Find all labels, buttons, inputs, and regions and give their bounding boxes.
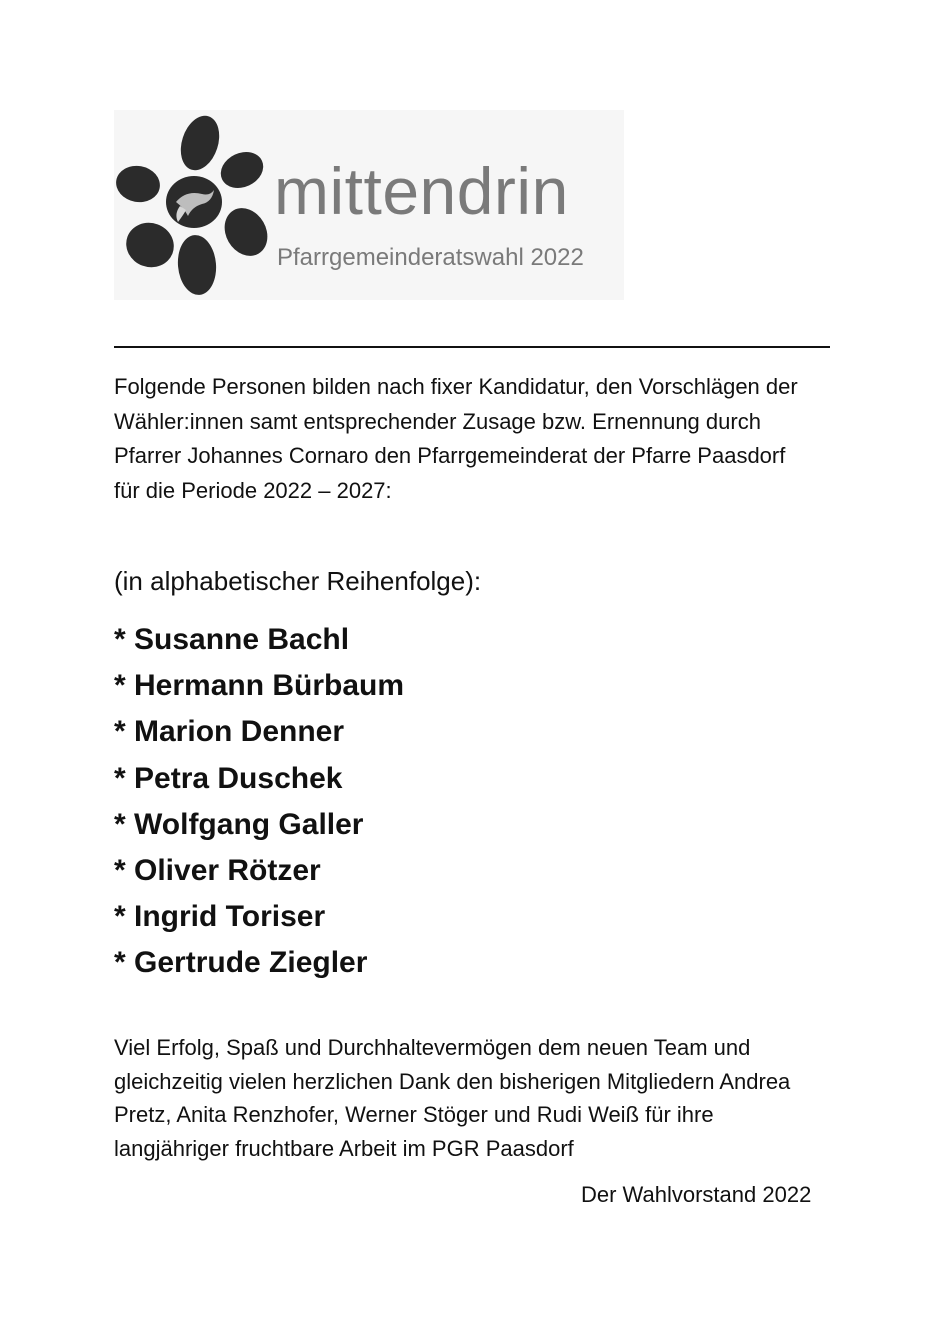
member-item: * Gertrude Ziegler	[114, 946, 368, 980]
intro-paragraph	[114, 370, 849, 508]
thanks-line: Pretz, Anita Renzhofer, Werner Stöger und Rudi Weiß für ihre	[114, 1102, 714, 1127]
thanks-line: Viel Erfolg, Spaß und Durchhaltevermögen dem neuen Team und	[114, 1035, 751, 1060]
intro-line: Wähler:innen samt entsprechender Zusage bzw. Ernennung durch	[114, 408, 761, 434]
member-item: * Marion Denner	[114, 715, 345, 749]
member-item: * Oliver Rötzer	[114, 854, 321, 888]
order-note: (in alphabetischer Reihenfolge):	[114, 566, 482, 596]
member-item: * Wolfgang Galler	[114, 807, 364, 841]
member-list	[114, 617, 404, 987]
logo-subtitle: Pfarrgemeinderatswahl 2022	[277, 244, 584, 271]
thanks-line: langjähriger fruchtbare Arbeit im PGR Paasdorf	[114, 1135, 574, 1161]
intro-line: für die Periode 2022 – 2027:	[114, 477, 392, 503]
signature: Der Wahlvorstand 2022	[581, 1182, 812, 1207]
logo-wordmark: mittendrin	[274, 154, 569, 228]
intro-line: Folgende Personen bilden nach fixer Kandidatur, den Vorschlägen der	[114, 374, 798, 399]
member-item: * Hermann Bürbaum	[114, 669, 405, 703]
logo	[114, 110, 624, 300]
intro-line: Pfarrer Johannes Cornaro den Pfarrgemeinderat der Pfarre Paasdorf	[114, 443, 786, 468]
thanks-line: gleichzeitig vielen herzlichen Dank den bisherigen Mitgliedern Andrea	[114, 1068, 791, 1094]
horizontal-divider	[114, 346, 830, 348]
member-item: * Susanne Bachl	[114, 623, 350, 656]
flower-of-stones-icon	[114, 110, 274, 300]
thanks-paragraph	[114, 1031, 849, 1165]
member-item: * Petra Duschek	[114, 761, 343, 795]
member-item: * Ingrid Toriser	[114, 900, 326, 934]
